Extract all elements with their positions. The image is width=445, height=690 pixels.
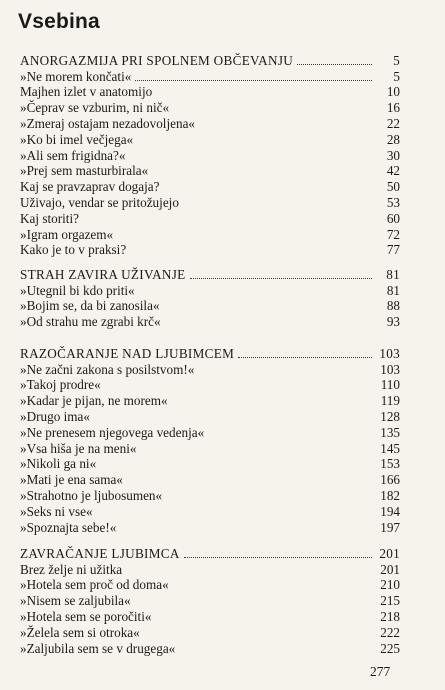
entry-title: »Želela sem si otroka« (20, 624, 140, 640)
entry-title: »Od strahu me zgrabi krč« (20, 314, 161, 330)
page-ref: 77 (386, 242, 400, 258)
toc-entry (20, 624, 400, 640)
toc-entry (20, 163, 400, 179)
section-title: ZAVRAČANJE LJUBIMCA (20, 545, 180, 561)
toc-entry (20, 361, 400, 377)
entry-title: »Mati je ena sama« (20, 472, 123, 488)
toc-entry (20, 68, 400, 84)
entry-title: »Ko bi imel večjega« (20, 131, 134, 147)
dot-leader (190, 278, 372, 279)
toc-entry (20, 84, 400, 100)
entry-title: »Ne začni zakona s posilstvom!« (20, 361, 195, 377)
section-title: ANORGAZMIJA PRI SPOLNEM OBČEVANJU (20, 52, 294, 68)
toc-section (20, 345, 400, 535)
page-ref: 145 (380, 440, 400, 456)
page-ref: 81 (386, 266, 400, 282)
page-ref: 215 (380, 593, 400, 609)
entry-title: »Strahotno je ljubosumen« (20, 487, 163, 503)
entry-title: »Spoznajta sebe!« (20, 519, 117, 535)
toc-section (20, 52, 400, 257)
entry-title: »Ne prenesem njegovega vedenja« (20, 424, 205, 440)
entry-title: »Seks ni vse« (20, 503, 93, 519)
page-ref: 166 (380, 472, 400, 488)
toc-section-heading (20, 52, 400, 68)
page-ref: 81 (386, 282, 400, 298)
entry-title: »Kadar je pijan, ne morem« (20, 393, 168, 409)
entry-title: »Zmeraj ostajam nezadovoljena« (20, 115, 196, 131)
dot-leader (184, 557, 372, 558)
toc-entry (20, 99, 400, 115)
toc-section-heading (20, 545, 400, 561)
page-ref: 201 (380, 561, 400, 577)
section-title: RAZOČARANJE NAD LJUBIMCEM (20, 345, 235, 361)
entry-title: Kaj storiti? (20, 210, 79, 226)
page-ref: 119 (380, 393, 400, 409)
toc-entry (20, 210, 400, 226)
entry-title: »Drugo ima« (20, 408, 90, 424)
page-ref: 210 (380, 577, 400, 593)
section-title: STRAH ZAVIRA UŽIVANJE (20, 266, 186, 282)
entry-title: Uživajo, vendar se pritožujejo (20, 194, 179, 210)
toc-entry (20, 298, 400, 314)
page-ref: 153 (380, 456, 400, 472)
page-ref: 182 (380, 487, 400, 503)
toc-entry (20, 577, 400, 593)
page-ref: 50 (386, 179, 400, 195)
dot-leader (297, 64, 372, 65)
page-ref: 194 (380, 503, 400, 519)
page-ref: 5 (393, 52, 400, 68)
entry-title: »Čeprav se vzburim, ni nič« (20, 100, 170, 116)
page-ref: 28 (386, 131, 400, 147)
page-ref: 22 (386, 115, 400, 131)
dot-leader (238, 357, 372, 358)
toc-entry (20, 519, 400, 535)
entry-title: »Nisem se zaljubila« (20, 593, 131, 609)
toc-entry (20, 147, 400, 163)
page-ref: 103 (380, 361, 400, 377)
toc-entry (20, 242, 400, 258)
toc-entry (20, 608, 400, 624)
page-ref: 110 (380, 377, 400, 393)
toc-entry (20, 313, 400, 329)
toc-entry (20, 640, 400, 656)
entry-title: »Prej sem masturbirala« (20, 163, 149, 179)
page-ref: 30 (386, 147, 400, 163)
toc-entry (20, 115, 400, 131)
entry-title: Brez želje ni užitka (20, 561, 123, 577)
entry-title: »Nikoli ga ni« (20, 456, 97, 472)
page-number: 277 (370, 664, 391, 679)
entry-title: »Zaljubila sem se v drugega« (20, 640, 176, 656)
toc-entry (20, 226, 400, 242)
entry-title: »Hotela sem proč od doma« (20, 577, 169, 593)
toc-entry (20, 424, 400, 440)
page-ref: 88 (386, 298, 400, 314)
toc-entry (20, 377, 400, 393)
page-ref: 201 (379, 545, 400, 561)
toc-entry (20, 408, 400, 424)
entry-title: »Igram orgazem« (20, 226, 114, 242)
entry-title: »Ne morem končati« (20, 68, 132, 84)
toc-entry (20, 592, 400, 608)
page-ref: 53 (386, 194, 400, 210)
page-ref: 60 (386, 210, 400, 226)
toc-entry (20, 471, 400, 487)
page-ref: 197 (380, 519, 400, 535)
toc-entry (20, 487, 400, 503)
entry-title: »Vsa hiša je na meni« (20, 440, 137, 456)
page-ref: 218 (380, 608, 400, 624)
page-ref: 222 (380, 624, 400, 640)
entry-title: Kaj se pravzaprav dogaja? (20, 179, 160, 195)
entry-title: Majhen izlet v anatomijo (20, 84, 153, 100)
page-ref: 103 (379, 345, 400, 361)
toc-entry (20, 194, 400, 210)
page-ref: 135 (380, 424, 400, 440)
toc-entry (20, 561, 400, 577)
toc-entry (20, 178, 400, 194)
toc-entry (20, 392, 400, 408)
entry-title: Kako je to v praksi? (20, 242, 127, 258)
entry-title: »Takoj prodre« (20, 377, 101, 393)
entry-title: »Bojim se, da bi zanosila« (20, 298, 160, 314)
page-title: Vsebina (18, 10, 100, 33)
page-ref: 225 (380, 640, 400, 656)
entry-title: »Hotela sem se poročiti« (20, 608, 152, 624)
page-ref: 128 (380, 408, 400, 424)
page-ref: 5 (393, 68, 400, 84)
toc-entry (20, 440, 400, 456)
dot-leader (135, 80, 372, 81)
toc-section (20, 545, 400, 656)
page-ref: 72 (386, 226, 400, 242)
entry-title: »Utegnil bi kdo priti« (20, 282, 135, 298)
toc-section-heading (20, 345, 400, 361)
entry-title: »Ali sem frigidna?« (20, 147, 126, 163)
page-ref: 10 (386, 84, 400, 100)
toc-section-heading (20, 266, 400, 282)
page-ref: 42 (386, 163, 400, 179)
toc-entry (20, 131, 400, 147)
toc-entry (20, 503, 400, 519)
page-ref: 93 (386, 314, 400, 330)
toc-entry (20, 282, 400, 298)
page-ref: 16 (386, 100, 400, 116)
toc-section (20, 266, 400, 329)
toc-entry (20, 456, 400, 472)
